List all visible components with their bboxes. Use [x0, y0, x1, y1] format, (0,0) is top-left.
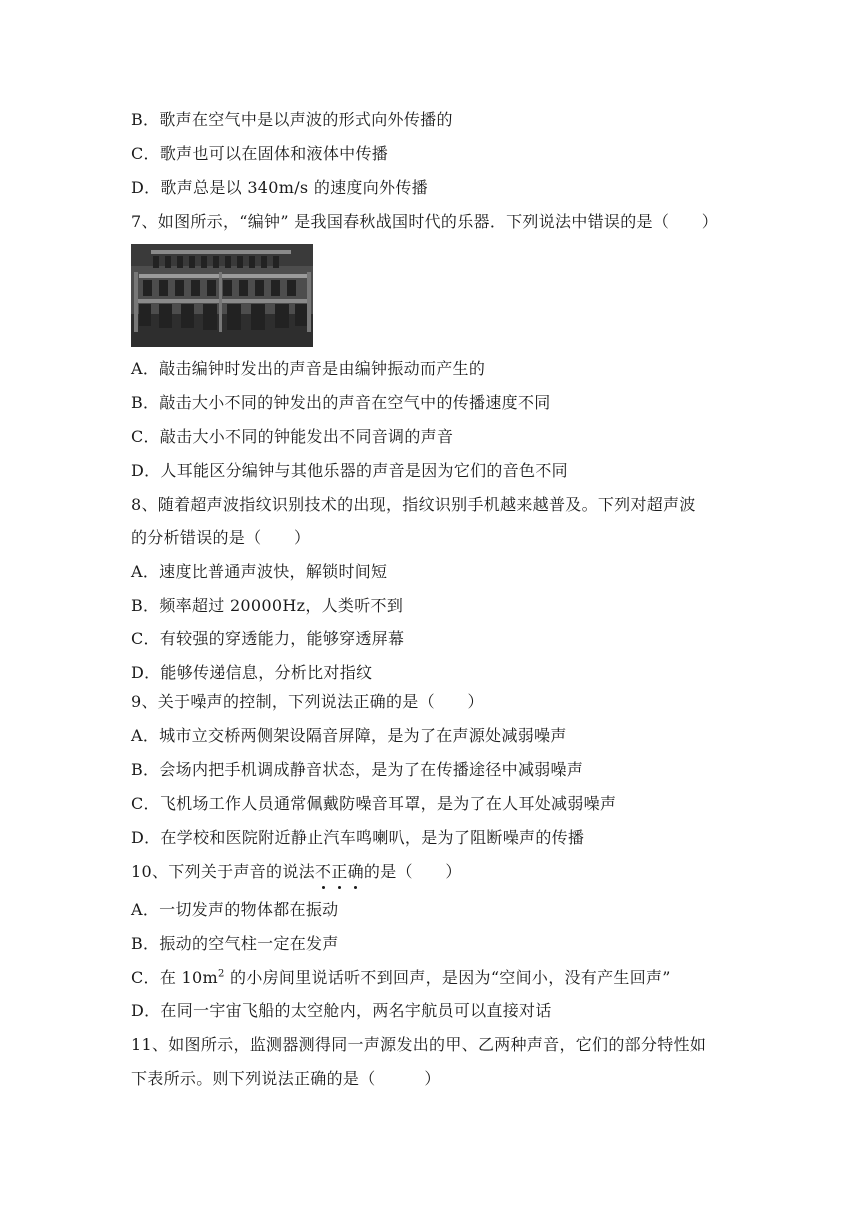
- bianzhong-bells-illustration: [131, 244, 313, 347]
- option-9c: C．飞机场工作人员通常佩戴防噪音耳罩，是为了在人耳处减弱噪声: [131, 794, 617, 813]
- question-10: [131, 860, 780, 884]
- emphasis-char: 确: [348, 860, 364, 884]
- question-10-prefix: 10、下列关于声音的说法: [131, 862, 315, 881]
- question-11-line2: 下表所示。则下列说法正确的是（ ）: [131, 1069, 441, 1088]
- option-10c-prefix: C．在 10m: [131, 968, 218, 987]
- option-7b: B．敲击大小不同的钟发出的声音在空气中的传播速度不同: [131, 393, 551, 412]
- option-8b: B．频率超过 20000Hz，人类听不到: [131, 596, 404, 615]
- option-10a: A．一切发声的物体都在振动: [131, 900, 339, 919]
- option-10c-suffix: 的小房间里说话听不到回声，是因为“空间小，没有产生回声”: [224, 968, 671, 987]
- emphasis-char: 不: [315, 860, 331, 884]
- option-8a: A．速度比普通声波快，解锁时间短: [131, 562, 388, 581]
- option-8c: C．有较强的穿透能力，能够穿透屏幕: [131, 629, 405, 648]
- question-11-line1: 11、如图所示，监测器测得同一声源发出的甲、乙两种声音，它们的部分特性如: [131, 1035, 707, 1054]
- question-9: 9、关于噪声的控制，下列说法正确的是（ ）: [131, 692, 484, 711]
- superscript-2: 2: [217, 968, 225, 980]
- option-8d: D．能够传递信息，分析比对指纹: [131, 663, 373, 682]
- option-9b: B．会场内把手机调成静音状态，是为了在传播途径中减弱噪声: [131, 760, 584, 779]
- option-10c: [131, 966, 780, 990]
- question-8-line1: 8、随着超声波指纹识别技术的出现，指纹识别手机越来越普及。下列对超声波: [131, 495, 696, 514]
- bianzhong-photo: [131, 244, 313, 347]
- option-10d: D．在同一宇宙飞船的太空舱内，两名宇航员可以直接对话: [131, 1001, 552, 1020]
- option-9d: D．在学校和医院附近静止汽车鸣喇叭，是为了阻断噪声的传播: [131, 828, 585, 847]
- option-10b: B．振动的空气柱一定在发声: [131, 934, 339, 953]
- option-6d: D．歌声总是以 340m/s 的速度向外传播: [131, 178, 428, 197]
- option-7c: C．敲击大小不同的钟能发出不同音调的声音: [131, 427, 454, 446]
- emphasis-char: 正: [331, 860, 347, 884]
- option-7d: D．人耳能区分编钟与其他乐器的声音是因为它们的音色不同: [131, 461, 568, 480]
- option-6c: C．歌声也可以在固体和液体中传播: [131, 144, 389, 163]
- option-7a: A．敲击编钟时发出的声音是由编钟振动而产生的: [131, 359, 486, 378]
- option-6b: B．歌声在空气中是以声波的形式向外传播的: [131, 110, 453, 129]
- question-10-suffix: 的是（ ）: [363, 862, 462, 881]
- question-8-line2: 的分析错误的是（ ）: [131, 528, 311, 547]
- question-7: 7、如图所示，“编钟” 是我国春秋战国时代的乐器．下列说法中错误的是（ ）: [131, 212, 719, 231]
- option-9a: A．城市立交桥两侧架设隔音屏障，是为了在声源处减弱噪声: [131, 726, 567, 745]
